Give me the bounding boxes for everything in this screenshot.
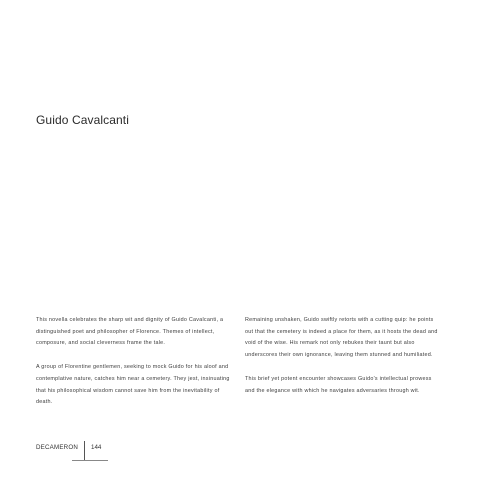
footer-divider — [84, 441, 85, 461]
paragraph: Remaining unshaken, Guido swiftly retorts with a cutting quip: he points out that the cemetery is indeed a place for them, as it hosts the dead and void of the wise. His remark not only rebukes their taunt but also underscores their own ignorance, leaving them stunned and humiliated. — [245, 317, 438, 359]
page-title: Guido Cavalcanti — [36, 113, 129, 127]
paragraph: This brief yet potent encounter showcases Guido's intellectual prowess and the elegance with which he navigates adversaries through wit. — [245, 375, 432, 394]
left-text-column — [36, 315, 232, 421]
right-text-column — [245, 315, 441, 409]
paragraph: A group of Florentine gentlemen, seeking to mock Guido for his aloof and contemplative nature, catches him near a cemetery. They jest, insinuating that his philosophical wisdom cannot save him from the inevitability of death. — [36, 364, 230, 406]
footer-rule — [72, 460, 108, 461]
page-number: 144 — [91, 444, 102, 451]
book-title-label: DECAMERON — [36, 444, 79, 451]
paragraph: This novella celebrates the sharp wit and dignity of Guido Cavalcanti, a distinguished poet and philosopher of Florence. Themes of intellect, composure, and social cleverness frame the tale. — [36, 317, 224, 347]
page-footer — [36, 442, 119, 460]
